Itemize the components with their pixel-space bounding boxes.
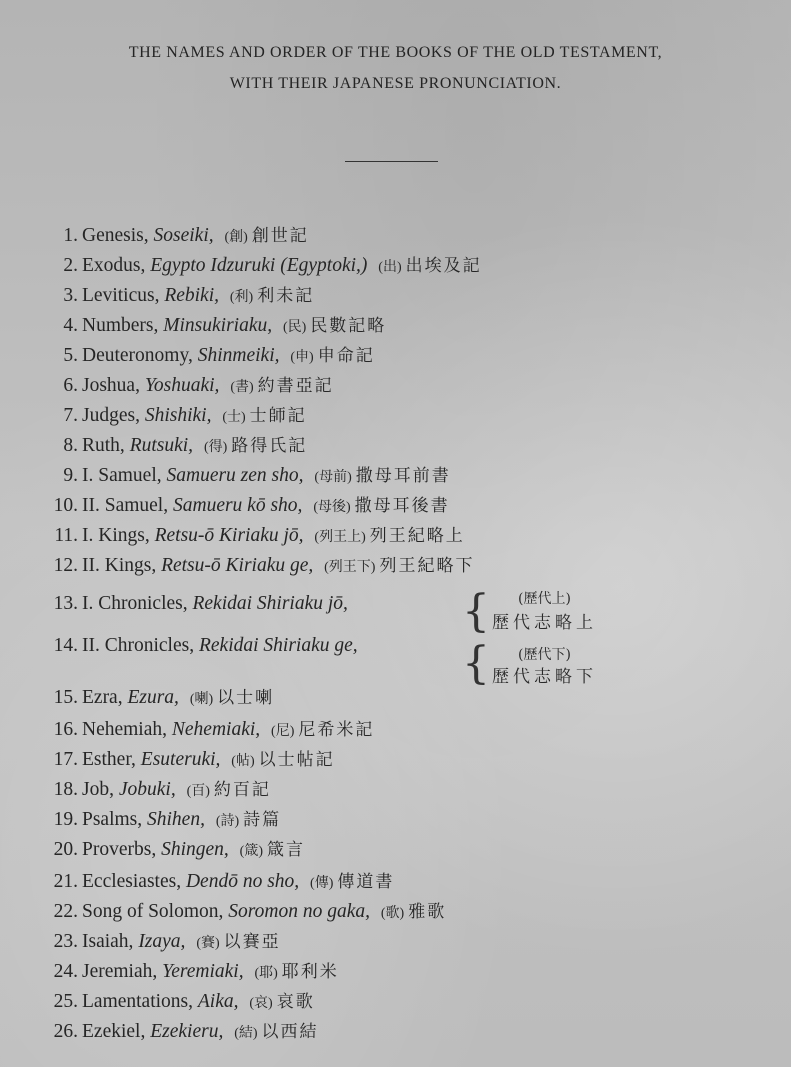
book-kanji: 利未記 — [257, 286, 315, 306]
book-abbreviation: (耶) — [254, 966, 278, 981]
book-kanji: 民數記略 — [310, 316, 387, 336]
book-kanji: 歷代志略上 — [492, 613, 597, 633]
book-number: 11. — [54, 525, 78, 546]
book-abbreviation: (出) — [378, 260, 402, 275]
book-english-name: Ezekiel, — [82, 1021, 146, 1042]
book-english-name: Ecclesiastes, — [82, 871, 182, 892]
book-japanese-name: Esuteruki, — [140, 749, 221, 770]
book-abbreviation: (母前) — [314, 470, 352, 485]
book-abbreviation: (書) — [230, 380, 254, 395]
book-english-name: Job, — [82, 779, 114, 800]
book-abbreviation: (賽) — [196, 936, 220, 951]
book-abbreviation: (喇) — [189, 692, 214, 707]
book-abbreviation: (歌) — [380, 906, 405, 921]
book-kanji: 耶利米 — [281, 962, 339, 982]
book-english-name: Genesis, — [82, 225, 149, 246]
book-abbreviation: (利) — [229, 290, 254, 305]
book-kanji: 尼希米記 — [298, 720, 375, 740]
book-abbreviation: (尼) — [271, 724, 295, 739]
book-number: 4. — [63, 315, 78, 336]
book-english-name: Proverbs, — [82, 839, 157, 860]
book-japanese-name: Yoshuaki, — [144, 375, 220, 396]
book-english-name: Isaiah, — [82, 931, 134, 952]
book-number: 21. — [53, 871, 78, 892]
book-abbreviation: (歷代上) — [518, 591, 571, 607]
brace-icon: { — [462, 638, 490, 689]
book-english-name: I. Kings, — [82, 525, 150, 546]
book-english-name: II. Samuel, — [82, 495, 169, 516]
book-japanese-name: Yeremiaki, — [162, 961, 244, 982]
book-kanji: 申命記 — [317, 346, 375, 366]
book-kanji: 約百記 — [213, 780, 271, 800]
book-english-name: Deuteronomy, — [82, 345, 193, 366]
book-kanji: 以西結 — [261, 1022, 319, 1042]
book-japanese-name: Ezura, — [127, 687, 179, 708]
book-kanji: 列王紀略下 — [379, 556, 475, 576]
book-japanese-name: Retsu-ō Kiriaku ge, — [161, 555, 314, 576]
book-number: 20. — [53, 839, 78, 860]
book-english-name: Exodus, — [82, 255, 146, 276]
book-kanji: 撒母耳後書 — [354, 496, 450, 516]
book-abbreviation: (結) — [234, 1026, 258, 1041]
book-japanese-name: Rekidai Shiriaku ge, — [198, 635, 358, 656]
book-number: 14. — [53, 635, 78, 656]
book-abbreviation: (民) — [282, 320, 307, 335]
book-japanese-name: Minsukiriaku, — [163, 315, 273, 336]
book-english-name: Song of Solomon, — [82, 901, 224, 922]
page-title-line2: WITH THEIR JAPANESE PRONUNCIATION. — [229, 75, 562, 92]
book-number: 2. — [63, 255, 78, 276]
book-kanji: 出埃及記 — [405, 256, 482, 276]
book-english-name: Joshua, — [82, 375, 140, 396]
book-abbreviation: (哀) — [249, 996, 273, 1011]
book-abbreviation: (士) — [222, 410, 246, 425]
book-japanese-name: Shihen, — [147, 809, 205, 830]
book-abbreviation: (申) — [290, 350, 314, 365]
book-number: 23. — [53, 931, 78, 952]
book-abbreviation: (歷代下) — [518, 647, 571, 663]
book-number: 17. — [53, 749, 78, 770]
book-number: 5. — [63, 345, 78, 366]
title-divider — [345, 161, 438, 162]
book-number: 25. — [53, 991, 78, 1012]
book-japanese-name: Jobuki, — [118, 779, 176, 800]
book-number: 6. — [63, 375, 78, 396]
book-english-name: Esther, — [82, 749, 136, 770]
book-abbreviation: (傳) — [310, 876, 334, 891]
book-japanese-name: Rebiki, — [164, 285, 220, 306]
book-kanji: 以賽亞 — [223, 932, 281, 952]
book-japanese-name: Ezekieru, — [150, 1021, 224, 1042]
book-japanese-name: Retsu-ō Kiriaku jō, — [154, 525, 304, 546]
book-number: 18. — [53, 779, 78, 800]
book-abbreviation: (列王上) — [314, 530, 366, 545]
book-japanese-name: Samueru kō sho, — [172, 495, 303, 516]
book-japanese-name: Shingen, — [161, 839, 229, 860]
book-japanese-name: Shinmeiki, — [197, 345, 280, 366]
book-number: 12. — [53, 555, 78, 576]
book-abbreviation: (列王下) — [324, 560, 376, 575]
book-number: 3. — [63, 285, 78, 306]
page-title-line1: THE NAMES AND ORDER OF THE BOOKS OF THE OLD TESTAMENT, — [128, 44, 663, 61]
book-kanji: 以士喇 — [217, 688, 275, 708]
book-abbreviation: (母後) — [313, 500, 351, 515]
book-japanese-name: Dendō no sho, — [185, 871, 300, 892]
book-number: 10. — [53, 495, 78, 516]
book-english-name: Nehemiah, — [82, 719, 168, 740]
book-kanji: 創世記 — [251, 226, 309, 246]
book-number: 13. — [53, 593, 78, 614]
book-japanese-name: Shishiki, — [144, 405, 212, 426]
book-number: 22. — [53, 901, 78, 922]
book-english-name: I. Chronicles, — [82, 593, 188, 614]
book-number: 19. — [53, 809, 78, 830]
book-kanji: 列王紀略上 — [369, 526, 465, 546]
book-japanese-name: Nehemiaki, — [171, 719, 261, 740]
book-abbreviation: (百) — [186, 784, 210, 799]
book-english-name: Leviticus, — [82, 285, 160, 306]
book-kanji: 路得氏記 — [231, 436, 308, 456]
brace-icon: { — [462, 586, 490, 637]
book-japanese-name: Soseiki, — [153, 225, 214, 246]
book-abbreviation: (得) — [203, 440, 228, 455]
book-kanji: 詩篇 — [243, 810, 282, 830]
book-kanji: 歷代志略下 — [492, 667, 597, 687]
book-kanji: 撒母耳前書 — [355, 466, 451, 486]
book-abbreviation: (帖) — [231, 754, 255, 769]
book-japanese-name: Soromon no gaka, — [228, 901, 371, 922]
book-english-name: Judges, — [82, 405, 140, 426]
book-english-name: I. Samuel, — [82, 465, 162, 486]
book-kanji: 哀歌 — [276, 992, 315, 1012]
book-japanese-name: Samueru zen sho, — [166, 465, 304, 486]
book-english-name: II. Kings, — [82, 555, 157, 576]
book-number: 7. — [63, 405, 78, 426]
book-kanji: 以士帖記 — [258, 750, 335, 770]
book-english-name: Lamentations, — [82, 991, 194, 1012]
book-number: 8. — [63, 435, 78, 456]
book-kanji: 傳道書 — [337, 872, 395, 892]
book-japanese-name: Rekidai Shiriaku jō, — [192, 593, 348, 614]
book-english-name: Psalms, — [82, 809, 143, 830]
book-english-name: Jeremiah, — [82, 961, 158, 982]
book-kanji: 箴言 — [266, 840, 305, 860]
book-japanese-name: Aika, — [197, 991, 239, 1012]
book-number: 1. — [63, 225, 78, 246]
book-abbreviation: (箴) — [239, 844, 263, 859]
book-japanese-name: Rutsuki, — [129, 435, 194, 456]
book-japanese-name: Izaya, — [138, 931, 186, 952]
book-kanji: 士師記 — [249, 406, 307, 426]
book-kanji: 約書亞記 — [257, 376, 334, 396]
book-japanese-name: Egypto Idzuruki (Egyptoki,) — [150, 255, 368, 276]
book-number: 24. — [53, 961, 78, 982]
book-number: 15. — [53, 687, 78, 708]
book-abbreviation: (詩) — [215, 814, 240, 829]
book-number: 16. — [53, 719, 78, 740]
book-english-name: II. Chronicles, — [82, 635, 195, 656]
book-english-name: Numbers, — [82, 315, 159, 336]
book-abbreviation: (創) — [224, 230, 248, 245]
book-number: 9. — [63, 465, 78, 486]
book-kanji: 雅歌 — [408, 902, 447, 922]
book-english-name: Ruth, — [82, 435, 125, 456]
book-english-name: Ezra, — [82, 687, 123, 708]
book-number: 26. — [53, 1021, 78, 1042]
